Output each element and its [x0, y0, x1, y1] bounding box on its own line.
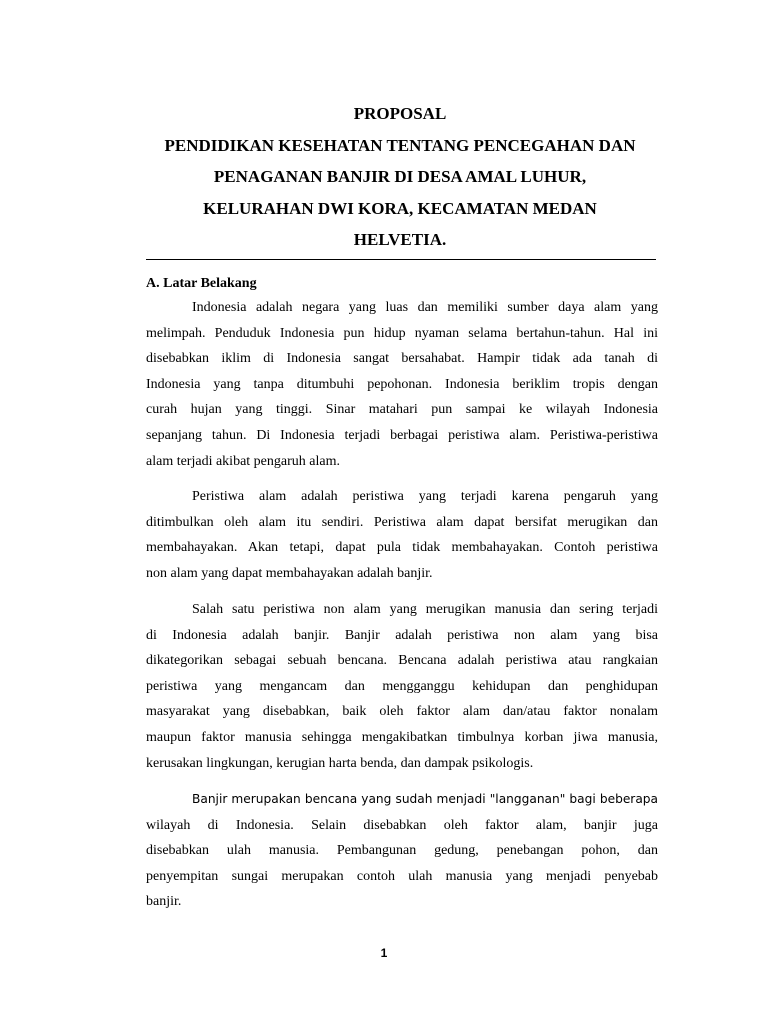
- paragraph-1: [146, 295, 658, 474]
- paragraph-line: di Indonesia adalah banjir. Banjir adalah peristiwa non alam yang bisa: [146, 627, 658, 643]
- title-line: HELVETIA.: [353, 230, 447, 249]
- paragraph-3: [146, 597, 658, 776]
- paragraph-line: Salah satu peristiwa non alam yang merugikan manusia dan sering terjadi: [192, 602, 658, 617]
- paragraph-line: disebabkan ulah manusia. Pembangunan gedung, penebangan pohon, dan: [146, 843, 658, 859]
- paragraph-line: Indonesia yang tanpa ditumbuhi pepohonan. Indonesia beriklim tropis dengan: [146, 376, 658, 392]
- paragraph-line: membahayakan. Akan tetapi, dapat pula tidak membahayakan. Contoh peristiwa: [146, 540, 658, 556]
- paragraph-line: ditimbulkan oleh alam itu sendiri. Peristiwa alam dapat bersifat merugikan dan: [146, 514, 658, 530]
- document-title: [120, 98, 680, 256]
- paragraph-line: dikategorikan sebagai sebuah bencana. Bencana adalah peristiwa atau rangkaian: [146, 653, 658, 669]
- title-line: PROPOSAL: [353, 104, 447, 123]
- section-heading: A. Latar Belakang: [146, 276, 257, 291]
- page-number: 1: [380, 946, 388, 960]
- paragraph-line: disebabkan iklim di Indonesia sangat bersahabat. Hampir tidak ada tanah di: [146, 351, 658, 367]
- paragraph-4: [146, 787, 658, 915]
- paragraph-line: kerusakan lingkungan, kerugian harta benda, dan dampak psikologis.: [146, 755, 534, 771]
- paragraph-line: wilayah di Indonesia. Selain disebabkan oleh faktor alam, banjir juga: [146, 817, 658, 833]
- title-divider: [146, 259, 656, 260]
- paragraph-line: curah hujan yang tinggi. Sinar matahari pun sampai ke wilayah Indonesia: [146, 402, 658, 418]
- paragraph-line: Banjir merupakan bencana yang sudah menjadi "langganan" bagi beberapa: [192, 792, 658, 806]
- title-line: PENAGANAN BANJIR DI DESA AMAL LUHUR,: [213, 167, 587, 186]
- title-line: PENDIDIKAN KESEHATAN TENTANG PENCEGAHAN DAN: [164, 135, 636, 155]
- title-line: KELURAHAN DWI KORA, KECAMATAN MEDAN: [203, 198, 597, 218]
- paragraph-line: penyempitan sungai merupakan contoh ulah manusia yang menjadi penyebab: [146, 868, 658, 884]
- paragraph-line: sepanjang tahun. Di Indonesia terjadi berbagai peristiwa alam. Peristiwa-peristiwa: [146, 427, 658, 443]
- paragraph-line: Indonesia adalah negara yang luas dan memiliki sumber daya alam yang: [192, 300, 658, 315]
- paragraph-line: banjir.: [146, 894, 182, 910]
- paragraph-line: peristiwa yang mengancam dan mengganggu kehidupan dan penghidupan: [146, 678, 658, 694]
- paragraph-line: non alam yang dapat membahayakan adalah banjir.: [146, 565, 433, 581]
- paragraph-line: maupun faktor manusia sehingga mengakibatkan timbulnya korban jiwa manusia,: [146, 729, 658, 745]
- paragraph-line: alam terjadi akibat pengaruh alam.: [146, 453, 340, 469]
- paragraph-line: Peristiwa alam adalah peristiwa yang terjadi karena pengaruh yang: [192, 489, 658, 504]
- paragraph-line: melimpah. Penduduk Indonesia pun hidup nyaman selama bertahun-tahun. Hal ini: [146, 325, 658, 341]
- paragraph-line: masyarakat yang disebabkan, baik oleh faktor alam dan/atau faktor nonalam: [146, 704, 658, 720]
- paragraph-2: [146, 484, 658, 586]
